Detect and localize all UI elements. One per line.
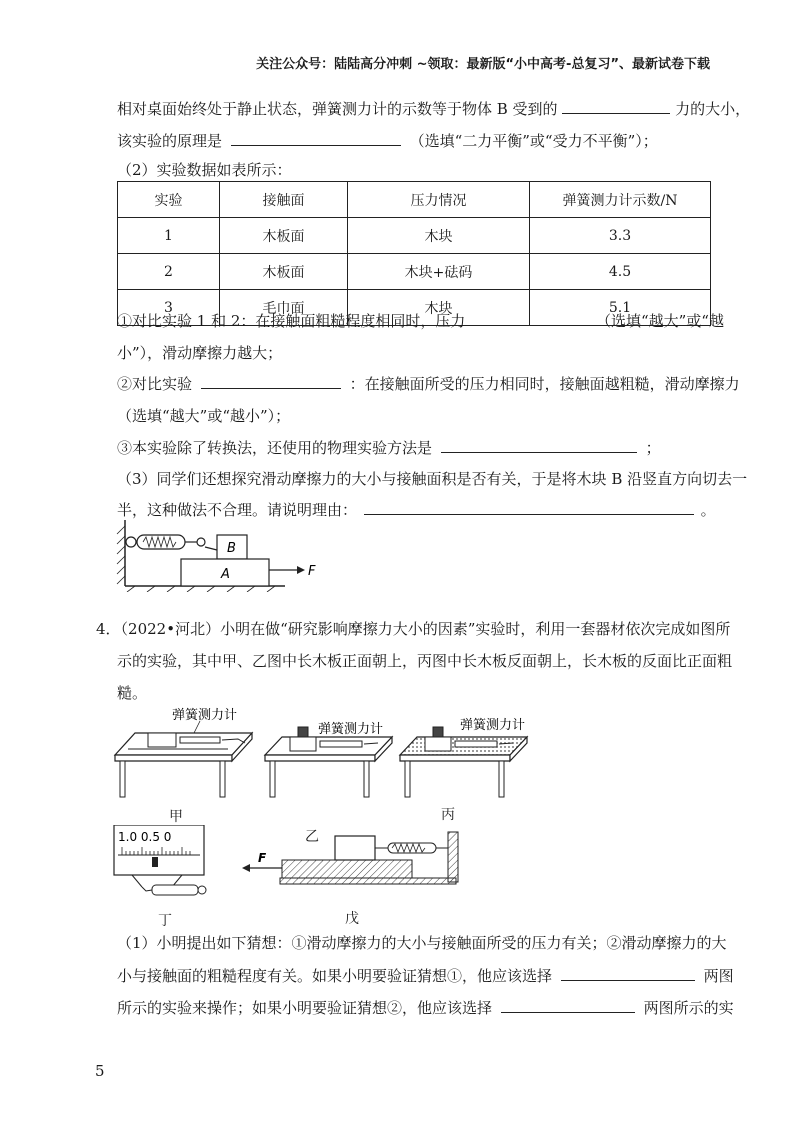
figure-jia bbox=[110, 705, 260, 800]
table-cell: 木块 bbox=[348, 218, 530, 254]
wood-block bbox=[290, 737, 316, 751]
spring-scale bbox=[320, 741, 362, 747]
text-line: 小”），滑动摩擦力越大； bbox=[117, 344, 283, 362]
text-segment: 两图所示的实 bbox=[643, 999, 734, 1017]
page-header: 关注公众号：陆陆高分冲刺 ~领取：最新版“小中高考-总复习”、最新试卷下载 bbox=[256, 57, 710, 72]
table-header: 实验 bbox=[118, 182, 220, 218]
figure-yi bbox=[260, 705, 400, 800]
figure-bing bbox=[395, 705, 535, 800]
table-cell: 木板面 bbox=[220, 254, 348, 290]
caption-bing: 丙 bbox=[441, 807, 455, 823]
answer-blank[interactable] bbox=[474, 311, 587, 326]
weight bbox=[298, 727, 308, 737]
spring-scale bbox=[180, 737, 220, 743]
text-line bbox=[117, 311, 724, 331]
force-label: F bbox=[258, 851, 267, 865]
answer-blank[interactable] bbox=[231, 131, 401, 146]
table-header: 压力情况 bbox=[348, 182, 530, 218]
spring-scale bbox=[455, 741, 497, 747]
answer-blank[interactable] bbox=[441, 438, 637, 453]
table-row bbox=[118, 218, 711, 254]
data-table bbox=[117, 181, 711, 326]
caption-jia: 甲 bbox=[169, 809, 183, 825]
text-segment: 小与接触面的粗糙程度有关。如果小明要验证猜想①，他应该选择 bbox=[117, 967, 553, 985]
text-segment: 相对桌面始终处于静止状态，弹簧测力计的示数等于物体 B 受到的 bbox=[117, 100, 558, 118]
text-line bbox=[117, 131, 658, 151]
spring-label: 弹簧测力计 bbox=[460, 718, 526, 733]
spring-label: 弹簧测力计 bbox=[318, 722, 384, 737]
text-segment: 该实验的原理是 bbox=[117, 132, 223, 150]
text-line bbox=[117, 99, 750, 119]
force-arrow-icon bbox=[297, 566, 305, 574]
spring-label: 弹簧测力计 bbox=[172, 708, 238, 723]
answer-blank[interactable] bbox=[562, 99, 670, 114]
figure-ding bbox=[112, 825, 212, 907]
table-header: 弹簧测力计示数/N bbox=[530, 182, 711, 218]
force-arrow-icon bbox=[242, 864, 250, 872]
tabletop bbox=[115, 733, 252, 755]
long-board bbox=[282, 860, 412, 878]
wood-block bbox=[425, 737, 451, 751]
text-line: 示的实验，其中甲、乙图中长木板正面朝上，丙图中长木板反面朝上，长木板的反面比正面粗 bbox=[117, 652, 733, 670]
text-line: （3）同学们还想探究滑动摩擦力的大小与接触面积是否有关，于是将木块 B 沿竖直方向切去一 bbox=[117, 470, 748, 488]
text-segment: 半，这种做法不合理。请说明理由： bbox=[117, 501, 358, 519]
answer-blank[interactable] bbox=[201, 374, 341, 389]
text-segment: 两图 bbox=[703, 967, 734, 985]
block-b-label: B bbox=[227, 541, 236, 556]
table-cell: 木板面 bbox=[220, 218, 348, 254]
table-cell: 5.1 bbox=[530, 290, 711, 326]
table-cell: 2 bbox=[118, 254, 220, 290]
text-line: （选填“越大”或“越小”）； bbox=[117, 407, 291, 425]
spring-scale bbox=[152, 885, 198, 895]
table-cell: 木块 bbox=[348, 290, 530, 326]
answer-blank[interactable] bbox=[501, 998, 635, 1013]
text-line: （2）实验数据如表所示： bbox=[117, 161, 292, 179]
wood-block bbox=[335, 836, 375, 860]
text-segment: ； bbox=[645, 439, 661, 457]
caption-ding: 丁 bbox=[158, 913, 172, 929]
weight bbox=[433, 727, 443, 737]
text-segment: ②对比实验 bbox=[117, 375, 193, 393]
page-number: 5 bbox=[95, 1062, 105, 1080]
hook-ring bbox=[126, 537, 136, 547]
text-line bbox=[117, 374, 740, 394]
scale-readings: 1.0 0.5 0 bbox=[118, 830, 172, 844]
answer-blank[interactable] bbox=[561, 966, 695, 981]
table-header-row bbox=[118, 182, 711, 218]
table-cell: 3.3 bbox=[530, 218, 711, 254]
text-segment: ③本实验除了转换法，还使用的物理实验方法是 bbox=[117, 439, 433, 457]
force-label: F bbox=[308, 564, 316, 579]
text-segment: （选填“越大”或“越 bbox=[595, 312, 724, 330]
text-line: （1）小明提出如下猜想：①滑动摩擦力的大小与接触面所受的压力有关；②滑动摩擦力的大 bbox=[117, 934, 727, 952]
text-segment: （选填“二力平衡”或“受力不平衡”）； bbox=[409, 132, 658, 150]
wood-block bbox=[148, 733, 176, 747]
text-line bbox=[117, 966, 734, 986]
table-row bbox=[118, 254, 711, 290]
wall bbox=[448, 832, 458, 882]
table-cell: 1 bbox=[118, 218, 220, 254]
board-a-label: A bbox=[221, 567, 230, 582]
friction-setup-figure bbox=[115, 520, 335, 592]
scale-pointer bbox=[152, 857, 158, 867]
table-cell: 木块+砝码 bbox=[348, 254, 530, 290]
caption-yi: 乙 bbox=[305, 829, 319, 845]
table-cell: 3 bbox=[118, 290, 220, 326]
text-line: 糙。 bbox=[117, 684, 148, 702]
text-line bbox=[117, 438, 661, 458]
ground bbox=[280, 878, 456, 884]
table-header: 接触面 bbox=[220, 182, 348, 218]
text-segment: ①对比实验 1 和 2：在接触面粗糙程度相同时，压力 bbox=[117, 312, 466, 330]
text-line: 4．（2022•河北）小明在做“研究影响摩擦力大小的因素”实验时，利用一套器材依次完成如图所 bbox=[96, 620, 731, 638]
text-segment: 所示的实验来操作；如果小明要验证猜想②，他应该选择 bbox=[117, 999, 493, 1017]
caption-wu: 戊 bbox=[345, 911, 359, 927]
text-line bbox=[117, 500, 716, 520]
text-segment: 。 bbox=[700, 501, 716, 519]
table-cell: 4.5 bbox=[530, 254, 711, 290]
text-segment: 力的大小， bbox=[675, 100, 751, 118]
table-cell: 毛巾面 bbox=[220, 290, 348, 326]
answer-blank[interactable] bbox=[364, 500, 694, 515]
text-segment: ：在接触面所受的压力相同时，接触面越粗糙，滑动摩擦力 bbox=[349, 375, 740, 393]
text-line bbox=[117, 998, 734, 1018]
figure-wu bbox=[240, 830, 465, 890]
